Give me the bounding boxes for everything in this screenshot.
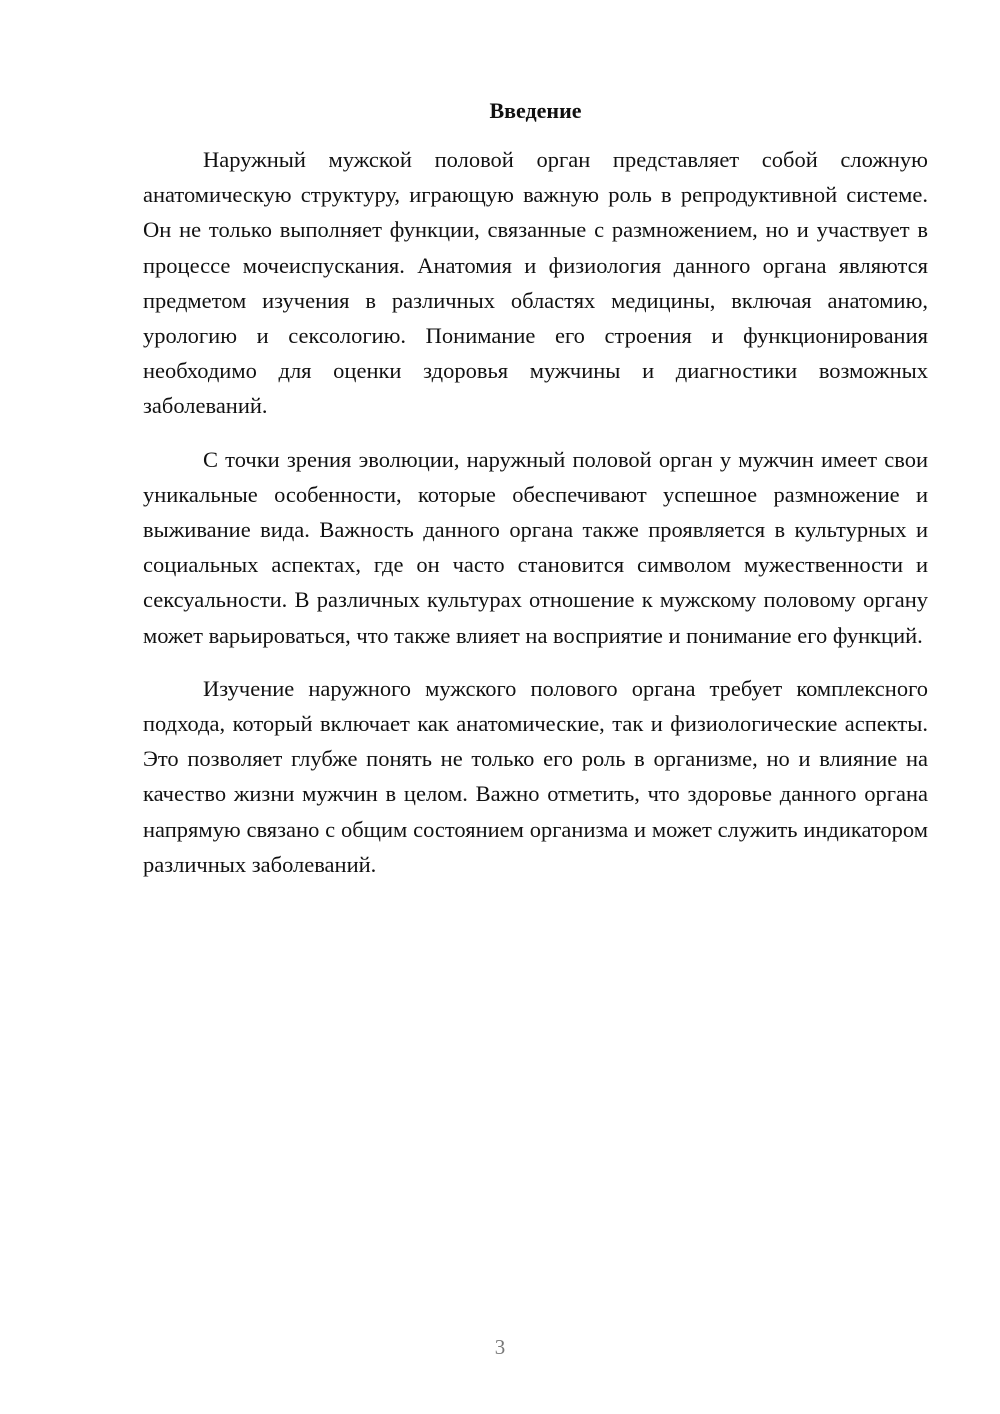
paragraph-1: Наружный мужской половой орган представляет собой сложную анатомическую структуру, играющую важную роль в репродуктивной системе. Он не только выполняет функции, связанные с размножением, но и участвует в процессе мочеиспускания. Анатомия и физиология данного органа являются предметом изучения в различных областях медицины, включая анатомию, урологию и сексологию. Понимание его строения и функционирования необходимо для оценки здоровья мужчины и диагностики возможных заболеваний. [143,147,928,419]
page-content [143,96,928,900]
page-number: 3 [494,1335,506,1359]
paragraph-2: С точки зрения эволюции, наружный половой орган у мужчин имеет свои уникальные особенности, которые обеспечивают успешное размножение и выживание вида. Важность данного органа также проявляется в культурных и социальных аспектах, где он часто становится символом мужественности и сексуальности. В различных культурах отношение к мужскому половому органу может варьироваться, что также влияет на восприятие и понимание его функций. [143,446,928,648]
section-heading: Введение [489,98,582,123]
paragraph-3: Изучение наружного мужского полового органа требует комплексного подхода, который включает как анатомические, так и физиологические аспекты. Это позволяет глубже понять не только его роль в организме, но и влияние на качество жизни мужчин в целом. Важно отметить, что здоровье данного органа напрямую связано с общим состоянием организма и может служить индикатором различных заболеваний. [143,675,928,877]
